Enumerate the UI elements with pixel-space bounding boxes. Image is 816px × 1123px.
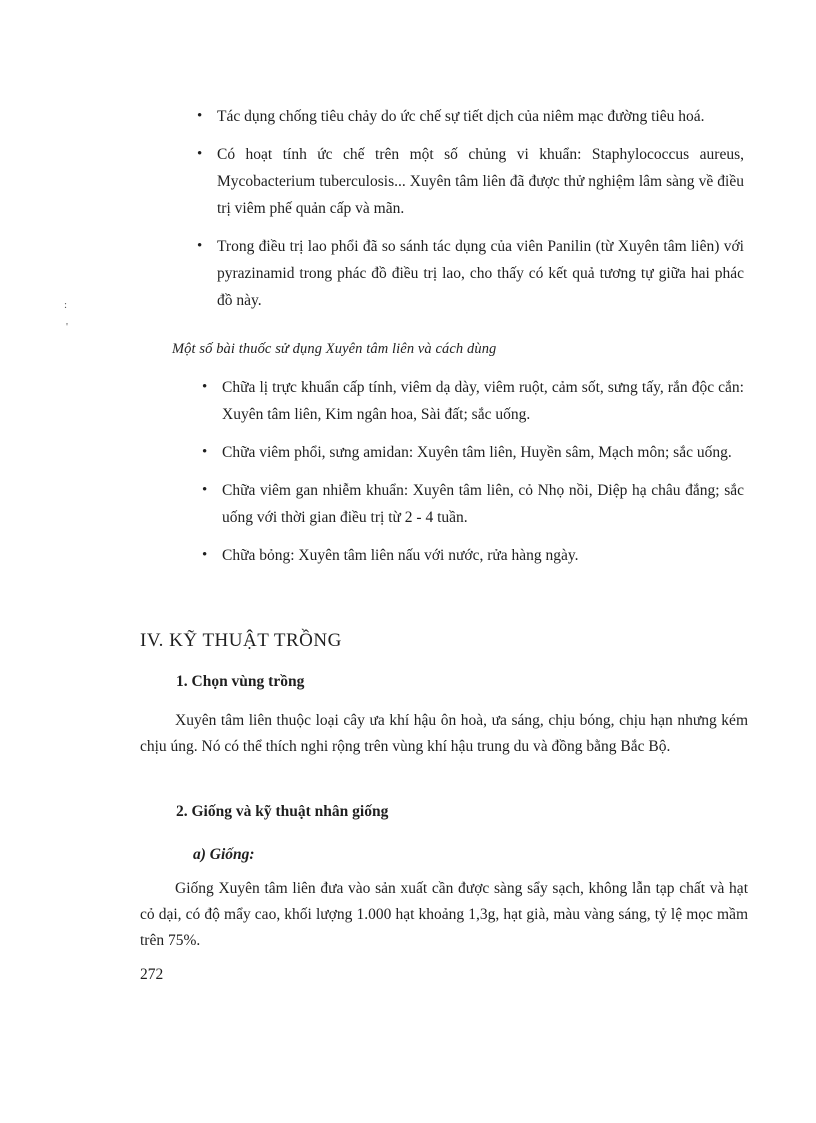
page-number: 272 xyxy=(140,966,164,983)
list-item-text: Trong điều trị lao phổi đã so sánh tác dụng của viên Panilin (từ Xuyên tâm liên) với pyrazinamid trong phác đồ điều trị lao, cho thấy có kết quả tương tự giữa hai phác đồ này. xyxy=(217,238,744,309)
section-title: IV. KỸ THUẬT TRỒNG xyxy=(140,630,342,651)
list-item xyxy=(197,103,744,130)
list-item xyxy=(202,542,744,569)
remedies-heading: Một số bài thuốc sử dụng Xuyên tâm liên và cách dùng xyxy=(172,341,497,357)
bullet-icon: • xyxy=(197,146,203,162)
sub-subsection-title: a) Giống: xyxy=(193,846,255,863)
list-item-text: Chữa lị trực khuẩn cấp tính, viêm dạ dày, viêm ruột, cảm sốt, sưng tấy, rắn độc cắn: Xuyên tâm liên, Kim ngân hoa, Sài đất; sắc uống. xyxy=(222,379,744,423)
list-item-text: Tác dụng chống tiêu chảy do ức chế sự tiết dịch của niêm mạc đường tiêu hoá. xyxy=(217,108,705,125)
list-item xyxy=(197,141,744,222)
bullet-icon: • xyxy=(202,547,208,563)
bullet-icon: • xyxy=(202,482,208,498)
bullet-icon: • xyxy=(197,238,203,254)
bullet-icon: • xyxy=(202,444,208,460)
subsection-title: 1. Chọn vùng trồng xyxy=(176,673,305,690)
effects-list xyxy=(197,103,744,325)
remedies-list xyxy=(202,374,744,580)
list-item xyxy=(202,374,744,428)
bullet-icon: • xyxy=(197,108,203,124)
list-item-text: Có hoạt tính ức chế trên một số chủng vi khuẩn: Staphylococcus aureus, Mycobacterium tuberculosis... Xuyên tâm liên đã được thử nghiệm lâm sàng về điều trị viêm phế quản cấp và mãn. xyxy=(217,146,744,217)
subsection-title: 2. Giống và kỹ thuật nhân giống xyxy=(176,803,389,820)
list-item xyxy=(197,233,744,314)
bullet-icon: • xyxy=(202,379,208,395)
list-item xyxy=(202,439,744,466)
margin-mark: ' xyxy=(66,321,68,333)
list-item-text: Chữa bỏng: Xuyên tâm liên nấu với nước, rửa hàng ngày. xyxy=(222,547,579,564)
list-item-text: Chữa viêm gan nhiễm khuẩn: Xuyên tâm liên, cỏ Nhọ nồi, Diệp hạ châu đắng; sắc uống với thời gian điều trị từ 2 - 4 tuần. xyxy=(222,482,744,526)
margin-mark: : xyxy=(64,299,68,311)
list-item-text: Chữa viêm phổi, sưng amidan: Xuyên tâm liên, Huyền sâm, Mạch môn; sắc uống. xyxy=(222,444,732,461)
paragraph: Giống Xuyên tâm liên đưa vào sản xuất cần được sàng sẩy sạch, không lẫn tạp chất và hạt cỏ dại, có độ mẩy cao, khối lượng 1.000 hạt khoảng 1,3g, hạt già, màu vàng sáng, tỷ lệ mọc mầm trên 75%. xyxy=(140,880,748,949)
paragraph: Xuyên tâm liên thuộc loại cây ưa khí hậu ôn hoà, ưa sáng, chịu bóng, chịu hạn nhưng kém chịu úng. Nó có thể thích nghi rộng trên vùng khí hậu trung du và đồng bằng Bắc Bộ. xyxy=(140,712,748,755)
list-item xyxy=(202,477,744,531)
